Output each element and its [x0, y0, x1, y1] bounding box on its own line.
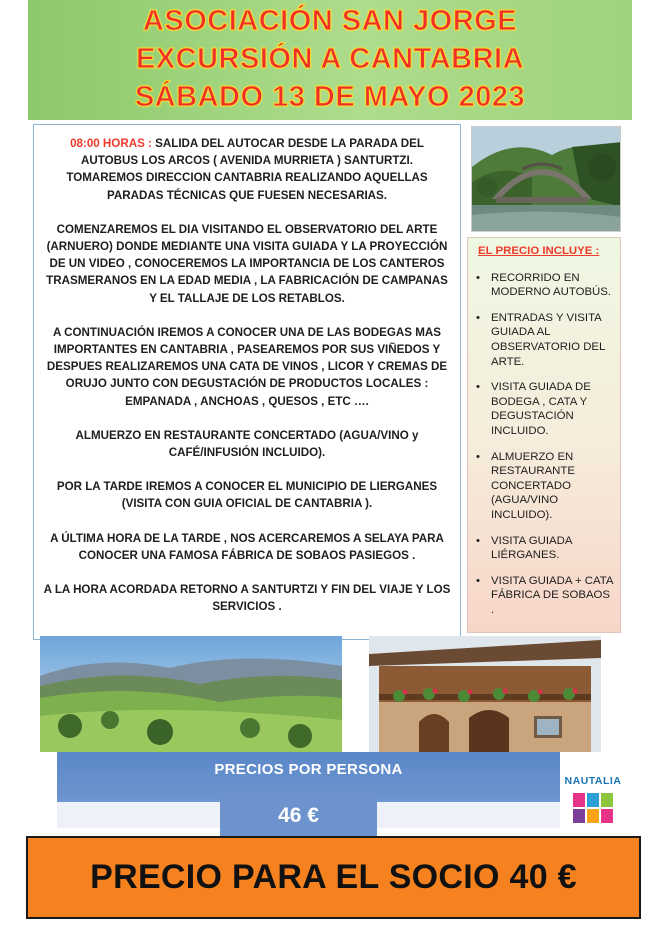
program-paragraph-winery: A CONTINUACIÓN IREMOS A CONOCER UNA DE LAS BODEGAS MAS IMPORTANTES EN CANTABRIA , PASEAREMOS POR SUS VIÑEDOS Y DESPUES REALIZAREMOS UNA CATA DE VINOS , LICOR Y CREMAS DE ORUJO JUNTO CON DEGUSTACIÓN DE PRODUCTOS LOCALES : EMPANADA , ANCHOAS , QUESOS , ETC ….: [46, 325, 448, 408]
includes-item: [476, 450, 614, 523]
includes-item: [476, 271, 614, 300]
trip-title: EXCURSIÓN A CANTABRIA: [135, 43, 525, 75]
includes-item-text: RECORRIDO EN MODERNO AUTOBÚS.: [491, 271, 612, 299]
includes-item-text: ENTRADAS Y VISITA GUIADA AL OBSERVATORIO DEL ARTE.: [491, 311, 605, 368]
association-title: ASOCIACIÓN SAN JORGE: [142, 5, 518, 37]
bullet-icon: •: [476, 271, 480, 284]
bullet-icon: •: [476, 450, 480, 463]
member-price-label: PRECIO PARA EL SOCIO 40 €: [90, 858, 577, 896]
program-paragraph-lierganes: POR LA TARDE IREMOS A CONOCER EL MUNICIPIO DE LIERGANES (VISITA CON GUIA OFICIAL DE CANTABRIA ).: [56, 480, 438, 511]
bullet-icon: •: [476, 534, 480, 547]
agency-name: NAUTALIA: [564, 775, 622, 787]
agency-logo-icon: [571, 791, 615, 827]
member-price-banner: [26, 836, 641, 919]
includes-item-text: VISITA GUIADA LIÉRGANES.: [491, 534, 572, 562]
program-paragraph-observatory: COMENZAREMOS EL DIA VISITANDO EL OBSERVATORIO DEL ARTE (ARNUERO) DONDE MEDIANTE UNA VISITA GUIADA Y LA PROYECCIÓN DE UN VIDEO , CONOCEREMOS LA IMPORTANCIA DE LOS CANTEROS TRASMERANOS EN LA EDAD MEDIA , LA FABRICACIÓN DE CAMPANAS Y EL TALLAJE DE LOS RETABLOS.: [46, 222, 448, 305]
valley-illustration: [40, 636, 342, 752]
agency-logo: [563, 775, 623, 835]
includes-item: [476, 574, 614, 618]
bullet-icon: •: [476, 311, 480, 324]
includes-item-text: ALMUERZO EN RESTAURANTE CONCERTADO (AGUA/VINO INCLUIDO).: [491, 450, 575, 521]
includes-item: [476, 380, 614, 438]
program-departure: [42, 135, 452, 204]
includes-title: EL PRECIO INCLUYE :: [478, 245, 600, 257]
bridge-photo: [471, 126, 621, 232]
bullet-icon: •: [476, 574, 480, 587]
price-amount: 46 €: [278, 804, 319, 827]
includes-item-text: VISITA GUIADA + CATA FÁBRICA DE SOBAOS .: [491, 574, 613, 616]
valley-photo: [40, 636, 342, 752]
includes-item: [476, 534, 614, 563]
bridge-illustration: [472, 127, 621, 232]
includes-panel: [467, 237, 621, 633]
program-paragraph-return: A LA HORA ACORDADA RETORNO A SANTURTZI Y FIN DEL VIAJE Y LOS SERVICIOS .: [43, 583, 451, 614]
includes-item-text: VISITA GUIADA DE BODEGA , CATA Y DEGUSTACIÓN INCLUIDO.: [491, 381, 591, 437]
price-per-person-label: PRECIOS POR PERSONA: [214, 761, 403, 778]
bullet-icon: •: [476, 381, 480, 394]
includes-list: [476, 271, 614, 618]
includes-item: [476, 311, 614, 369]
trip-date: SÁBADO 13 DE MAYO 2023: [134, 81, 526, 113]
departure-time: 08:00 HORAS :: [70, 137, 152, 150]
price-amount-box: [220, 792, 377, 840]
house-photo: [369, 636, 601, 752]
program-panel: [33, 124, 461, 640]
header-banner: [28, 0, 632, 120]
house-illustration: [369, 636, 601, 752]
departure-text: SALIDA DEL AUTOCAR DESDE LA PARADA DEL AUTOBUS LOS ARCOS ( AVENIDA MURRIETA ) SANTURTZI. TOMAREMOS DIRECCION CANTABRIA REALIZANDO AQUELLAS PARADAS TÉCNICAS QUE FUESEN NECESARIAS.: [66, 137, 428, 202]
program-paragraph-lunch: ALMUERZO EN RESTAURANTE CONCERTADO (AGUA/VINO y CAFÉ/INFUSIÓN INCLUIDO).: [75, 428, 419, 460]
program-paragraph-selaya: A ÚLTIMA HORA DE LA TARDE , NOS ACERCAREMOS A SELAYA PARA CONOCER UNA FAMOSA FÁBRICA DE SOBAOS PASIEGOS .: [50, 531, 444, 562]
